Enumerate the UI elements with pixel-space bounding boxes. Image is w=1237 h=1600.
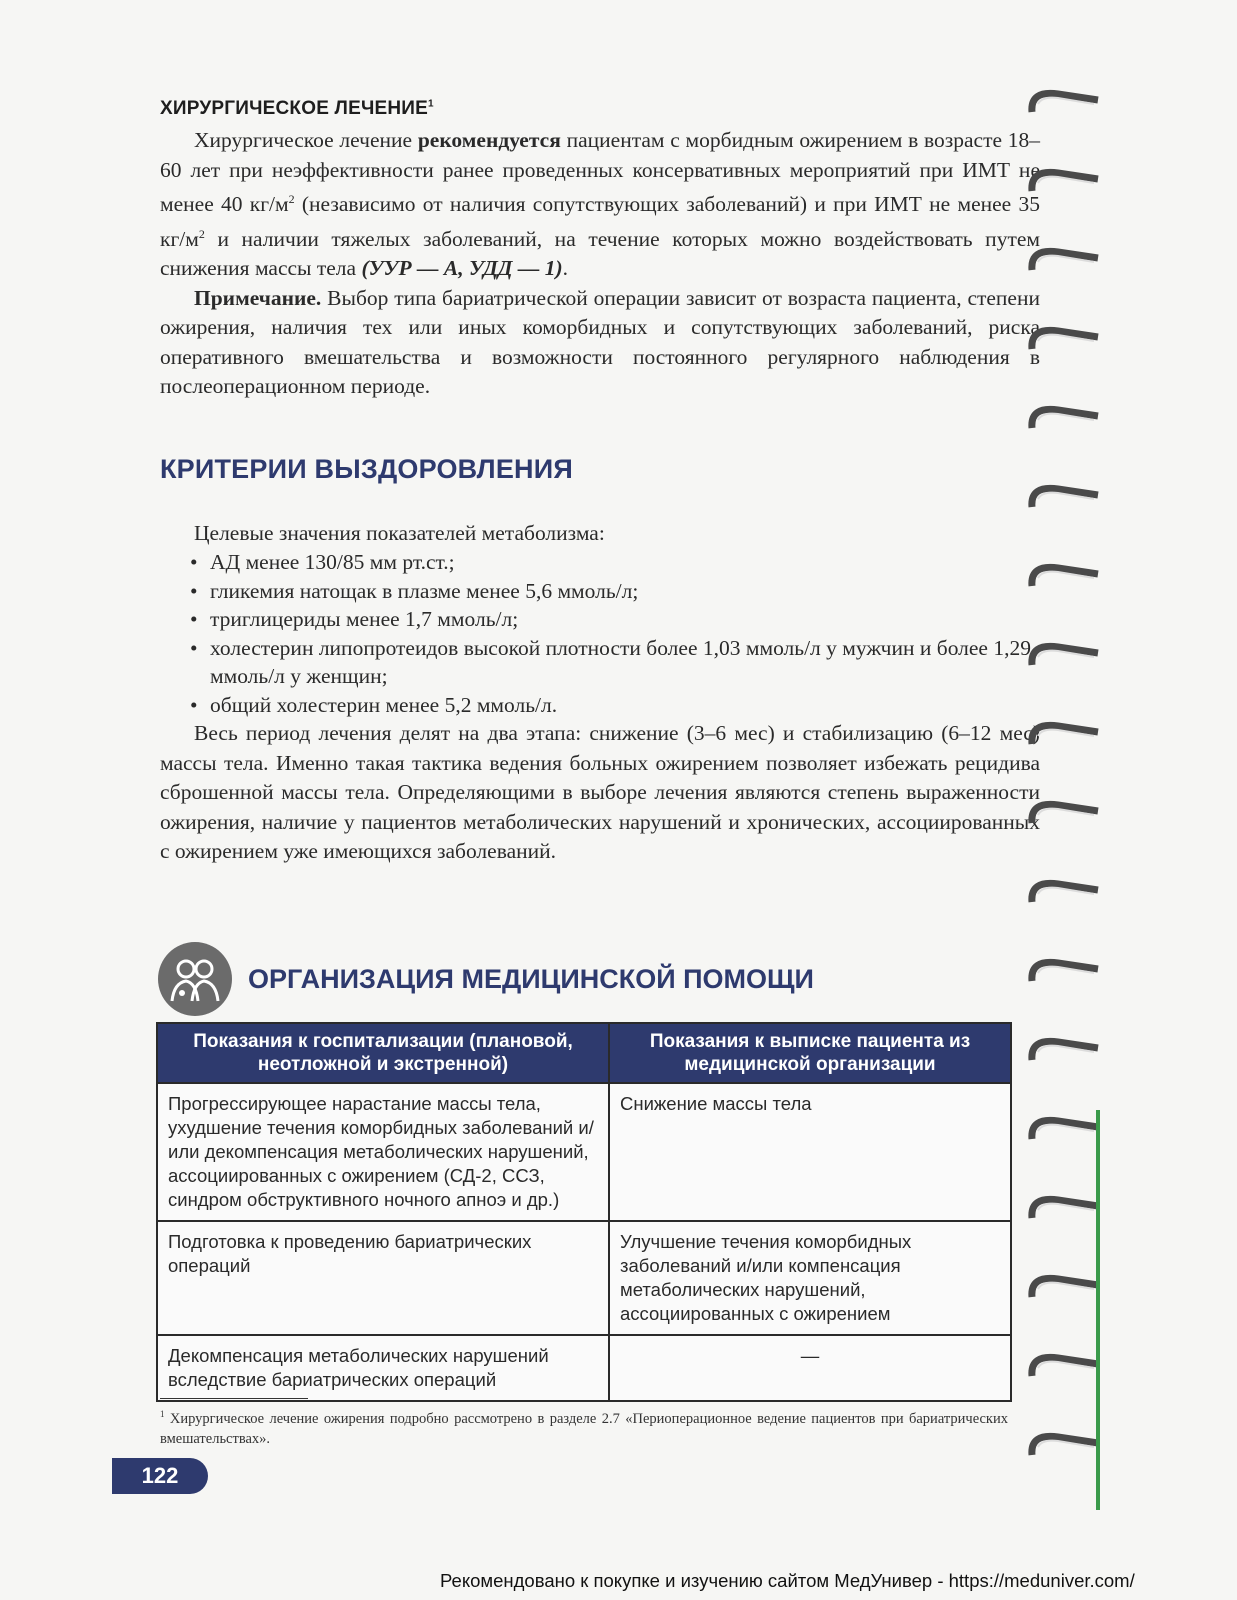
text-run: Хирургическое лечение [194,128,418,152]
footnote-divider [160,1398,308,1399]
list-item [160,605,1040,634]
table-cell: Декомпенсация метаболических нарушений вследствие бариатрических операций [157,1335,609,1401]
list-item [160,548,1040,577]
criteria-list [160,548,1040,719]
text-run: и наличии тяжелых заболеваний, на течение которых можно воздействовать путем снижения массы тела [160,226,1040,281]
table-cell: — [609,1335,1011,1401]
website-banner: Рекомендовано к покупке и изучению сайтом МедУнивер - https://meduniver.com/ [440,1570,1135,1591]
text-run: . [562,256,568,281]
page-number: 122 [112,1458,208,1494]
table-cell: Прогрессирующее нарастание массы тела, ухудшение течения коморбидных заболеваний и/или декомпенсация метаболических нарушений, ассоциированных с ожирением (СД-2, ССЗ, синдром обструктивного ночного апноэ и др.) [157,1083,609,1221]
indications-table [156,1022,1012,1402]
spiral-binding-icon [1028,70,1103,1510]
surgical-heading [160,98,1040,120]
bullet-icon: • [190,578,198,603]
note-paragraph [160,284,1040,402]
table-header-cell: Показания к госпитализации (плановой, неотложной и экстренной) [157,1023,609,1083]
footnote [160,1404,1008,1449]
footnote-mark: 1 [160,1409,165,1419]
list-item-text: АД менее 130/85 мм рт.ст.; [210,550,455,575]
text-bold: рекомендуется [417,128,561,152]
table-header-row [157,1023,1011,1083]
list-item [160,577,1040,606]
list-item [160,634,1040,691]
criteria-paragraph: Весь период лечения делят на два этапа: снижение (3–6 мес) и стабилизацию (6–12 мес) массы тела. Именно такая тактика ведения больных ожирением позволяет избежать рецидива сброшенной массы тела. Определяющими в выборе лечения являются степень выраженности ожирения, наличие у пациентов метаболических нарушений и хронических, ассоциированных с ожирением уже имеющихся заболеваний. [160,721,1040,864]
criteria-heading: КРИТЕРИИ ВЫЗДОРОВЛЕНИЯ [160,453,573,484]
list-item-text: холестерин липопротеидов высокой плотности более 1,03 ммоль/л у мужчин и более 1,29 ммоль/л у женщин; [210,635,1031,689]
bullet-icon: • [190,692,198,717]
note-text: Выбор типа бариатрической операции зависит от возраста пациента, степени ожирения, наличия тех или иных коморбидных и сопутствующих заболеваний, риска оперативного вмешательства и возможности постоянного регулярного наблюдения в послеоперационном периоде. [160,285,1040,399]
evidence-level: (УУР — А, УДД — 1) [361,256,563,281]
heading-footnote-mark: 1 [428,98,434,110]
note-label: Примечание. [194,285,322,310]
table-row [157,1083,1011,1221]
bullet-icon: • [190,550,198,575]
text-run: (независимо от наличия сопутствующих заболеваний) и при ИМТ не менее 35 кг/м [160,192,1040,251]
doctors-icon [158,942,232,1016]
list-item-text: триглицериды менее 1,7 ммоль/л; [210,607,519,632]
bullet-icon: • [190,635,198,660]
footnote-text: Хирургическое лечение ожирения подробно рассмотрено в разделе 2.7 «Периоперационное ведение пациентов при бариатрических вмешательствах». [160,1410,1008,1447]
text-run: пациентам с морбидным ожирением в возрасте 18–60 лет при неэффективности ранее проведенных консервативных мероприятий при ИМТ не менее 40 кг/м [160,128,1040,217]
surgical-heading-text: ХИРУРГИЧЕСКОЕ ЛЕЧЕНИЕ [160,98,429,119]
bullet-icon: • [190,607,198,632]
list-item-text: гликемия натощак в плазме менее 5,6 ммоль/л; [210,578,639,603]
table-cell: Снижение массы тела [609,1083,1011,1221]
table-header-cell: Показания к выписке пациента из медицинской организации [609,1023,1011,1083]
organization-header [158,942,814,1016]
list-item [160,691,1040,720]
criteria-intro: Целевые значения показателей метаболизма: [194,520,605,545]
table-row [157,1335,1011,1401]
table-cell: Улучшение течения коморбидных заболеваний и/или компенсация метаболических нарушений, ассоциированных с ожирением [609,1221,1011,1335]
superscript: 2 [198,226,205,241]
superscript: 2 [288,192,295,206]
organization-heading: ОРГАНИЗАЦИЯ МЕДИЦИНСКОЙ ПОМОЩИ [248,963,814,994]
list-item-text: общий холестерин менее 5,2 ммоль/л. [210,692,558,717]
surgical-paragraph [160,126,1040,284]
table-row [157,1221,1011,1335]
main-content [160,96,1040,867]
table-cell: Подготовка к проведению бариатрических операций [157,1221,609,1335]
